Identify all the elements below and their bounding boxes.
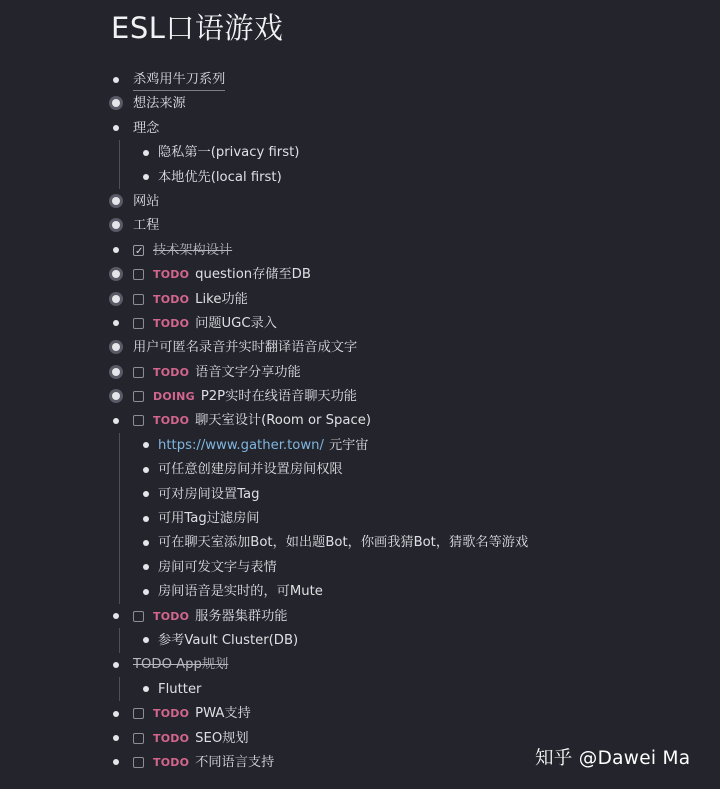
- outline-item[interactable]: [0, 607, 720, 631]
- item-text[interactable]: 服务器集群功能: [195, 608, 288, 624]
- item-text[interactable]: 不同语言支持: [195, 754, 275, 770]
- item-text[interactable]: 房间语音是实时的，可Mute: [158, 584, 323, 600]
- task-checkbox[interactable]: [133, 391, 144, 402]
- task-checkbox[interactable]: [133, 318, 144, 329]
- item-text[interactable]: TODO App规划: [133, 657, 229, 673]
- item-text[interactable]: 本地优先(local first): [158, 169, 282, 185]
- task-checkbox[interactable]: [133, 733, 144, 744]
- collapsed-bullet-icon[interactable]: [112, 221, 120, 229]
- bullet-icon[interactable]: [143, 637, 149, 643]
- collapsed-bullet-icon[interactable]: [112, 368, 120, 376]
- bullet-icon[interactable]: [113, 320, 119, 326]
- external-link[interactable]: https://www.gather.town/: [158, 437, 324, 453]
- bullet-icon[interactable]: [143, 150, 149, 156]
- item-text[interactable]: 工程: [133, 218, 160, 234]
- bullet-icon[interactable]: [113, 418, 119, 424]
- bullet-icon[interactable]: [143, 516, 149, 522]
- outline-child-item[interactable]: [0, 168, 720, 192]
- outline-item[interactable]: [0, 704, 720, 728]
- outline-item[interactable]: [0, 290, 720, 314]
- task-marker[interactable]: TODO: [153, 316, 190, 330]
- task-checkbox[interactable]: [133, 611, 144, 622]
- item-text[interactable]: P2P实时在线语音聊天功能: [200, 389, 357, 405]
- indent-guide: [119, 677, 120, 701]
- outline-child-item[interactable]: [0, 680, 720, 704]
- item-text[interactable]: 隐私第一(privacy first): [158, 145, 300, 161]
- item-text[interactable]: 杀鸡用牛刀系列: [133, 70, 225, 91]
- collapsed-bullet-icon[interactable]: [112, 295, 120, 303]
- indent-guide: [119, 628, 120, 652]
- outline-child-item[interactable]: [0, 143, 720, 167]
- outline-item[interactable]: [0, 265, 720, 289]
- bullet-icon[interactable]: [113, 735, 119, 741]
- task-checkbox[interactable]: [133, 415, 144, 426]
- outline-child-item[interactable]: [0, 582, 720, 606]
- outline-child-item[interactable]: [0, 436, 720, 460]
- task-marker[interactable]: TODO: [153, 268, 190, 282]
- task-marker[interactable]: TODO: [153, 414, 190, 428]
- bullet-icon[interactable]: [113, 759, 119, 765]
- bullet-icon[interactable]: [143, 589, 149, 595]
- outline-item[interactable]: [0, 119, 720, 143]
- bullet-icon[interactable]: [143, 564, 149, 570]
- collapsed-bullet-icon[interactable]: [112, 197, 120, 205]
- bullet-icon[interactable]: [143, 442, 149, 448]
- task-checkbox[interactable]: [133, 757, 144, 768]
- item-text[interactable]: Like功能: [195, 291, 248, 307]
- bullet-icon[interactable]: [143, 540, 149, 546]
- outline-item[interactable]: [0, 192, 720, 216]
- outline-item[interactable]: [0, 241, 720, 265]
- outline-item[interactable]: [0, 314, 720, 338]
- outline-child-item[interactable]: [0, 631, 720, 655]
- outline-child-item[interactable]: [0, 533, 720, 557]
- checked-checkbox[interactable]: [133, 245, 144, 256]
- outline-item[interactable]: [0, 338, 720, 362]
- indent-guide: [119, 140, 120, 189]
- collapsed-bullet-icon[interactable]: [112, 343, 120, 351]
- bullet-icon[interactable]: [143, 174, 149, 180]
- item-text[interactable]: 技术架构设计: [153, 242, 233, 258]
- outline-item[interactable]: [0, 655, 720, 679]
- item-text[interactable]: 用户可匿名录音并实时翻译语音成文字: [133, 340, 358, 356]
- item-text[interactable]: 想法来源: [133, 96, 186, 112]
- outline-child-item[interactable]: [0, 485, 720, 509]
- collapsed-bullet-icon[interactable]: [112, 392, 120, 400]
- item-text[interactable]: 聊天室设计(Room or Space): [195, 413, 371, 429]
- item-text[interactable]: question存储至DB: [195, 267, 311, 283]
- item-text[interactable]: 理念: [133, 120, 160, 136]
- bullet-icon[interactable]: [113, 77, 119, 83]
- task-marker[interactable]: TODO: [153, 292, 190, 306]
- task-marker[interactable]: DOING: [153, 390, 195, 404]
- item-text[interactable]: 可对房间设置Tag: [158, 486, 260, 502]
- item-text[interactable]: 网站: [133, 193, 160, 209]
- task-marker[interactable]: TODO: [153, 755, 190, 769]
- item-text[interactable]: 房间可发文字与表情: [158, 559, 277, 575]
- page-title: ESL口语游戏: [111, 11, 284, 45]
- check-icon: ✓: [135, 245, 144, 257]
- task-marker[interactable]: TODO: [153, 707, 190, 721]
- outline-tree: [0, 70, 720, 777]
- bullet-icon[interactable]: [113, 247, 119, 253]
- item-text[interactable]: 语音文字分享功能: [195, 364, 301, 380]
- outline-item[interactable]: [0, 70, 720, 94]
- collapsed-bullet-icon[interactable]: [112, 270, 120, 278]
- item-text[interactable]: 元宇宙: [328, 437, 369, 453]
- outline-item[interactable]: [0, 94, 720, 118]
- task-marker[interactable]: TODO: [153, 731, 190, 745]
- bullet-icon[interactable]: [143, 686, 149, 692]
- item-text[interactable]: 可用Tag过滤房间: [158, 511, 260, 527]
- outline-item[interactable]: [0, 216, 720, 240]
- outline-child-item[interactable]: [0, 460, 720, 484]
- task-checkbox[interactable]: [133, 367, 144, 378]
- bullet-icon[interactable]: [113, 613, 119, 619]
- outline-item[interactable]: [0, 387, 720, 411]
- collapsed-bullet-icon[interactable]: [112, 99, 120, 107]
- task-checkbox[interactable]: [133, 269, 144, 280]
- bullet-icon[interactable]: [113, 662, 119, 668]
- task-checkbox[interactable]: [133, 708, 144, 719]
- item-text[interactable]: PWA支持: [195, 706, 251, 722]
- outline-child-item[interactable]: [0, 558, 720, 582]
- bullet-icon[interactable]: [113, 711, 119, 717]
- indent-guide: [119, 433, 120, 604]
- task-checkbox[interactable]: [133, 294, 144, 305]
- item-text[interactable]: Flutter: [158, 681, 202, 697]
- item-text[interactable]: 参考Vault Cluster(DB): [158, 632, 299, 648]
- item-text[interactable]: 可任意创建房间并设置房间权限: [158, 462, 343, 478]
- watermark: 知乎 @Dawei Ma: [535, 748, 691, 769]
- bullet-icon[interactable]: [143, 491, 149, 497]
- item-text[interactable]: 可在聊天室添加Bot，如出题Bot，你画我猜Bot，猜歌名等游戏: [158, 535, 529, 551]
- outline-child-item[interactable]: [0, 509, 720, 533]
- bullet-icon[interactable]: [143, 467, 149, 473]
- task-marker[interactable]: TODO: [153, 365, 190, 379]
- bullet-icon[interactable]: [113, 125, 119, 131]
- outline-item[interactable]: [0, 411, 720, 435]
- outline-item[interactable]: [0, 363, 720, 387]
- task-marker[interactable]: TODO: [153, 609, 190, 623]
- item-text[interactable]: SEO规划: [195, 730, 249, 746]
- item-text[interactable]: 问题UGC录入: [195, 315, 277, 331]
